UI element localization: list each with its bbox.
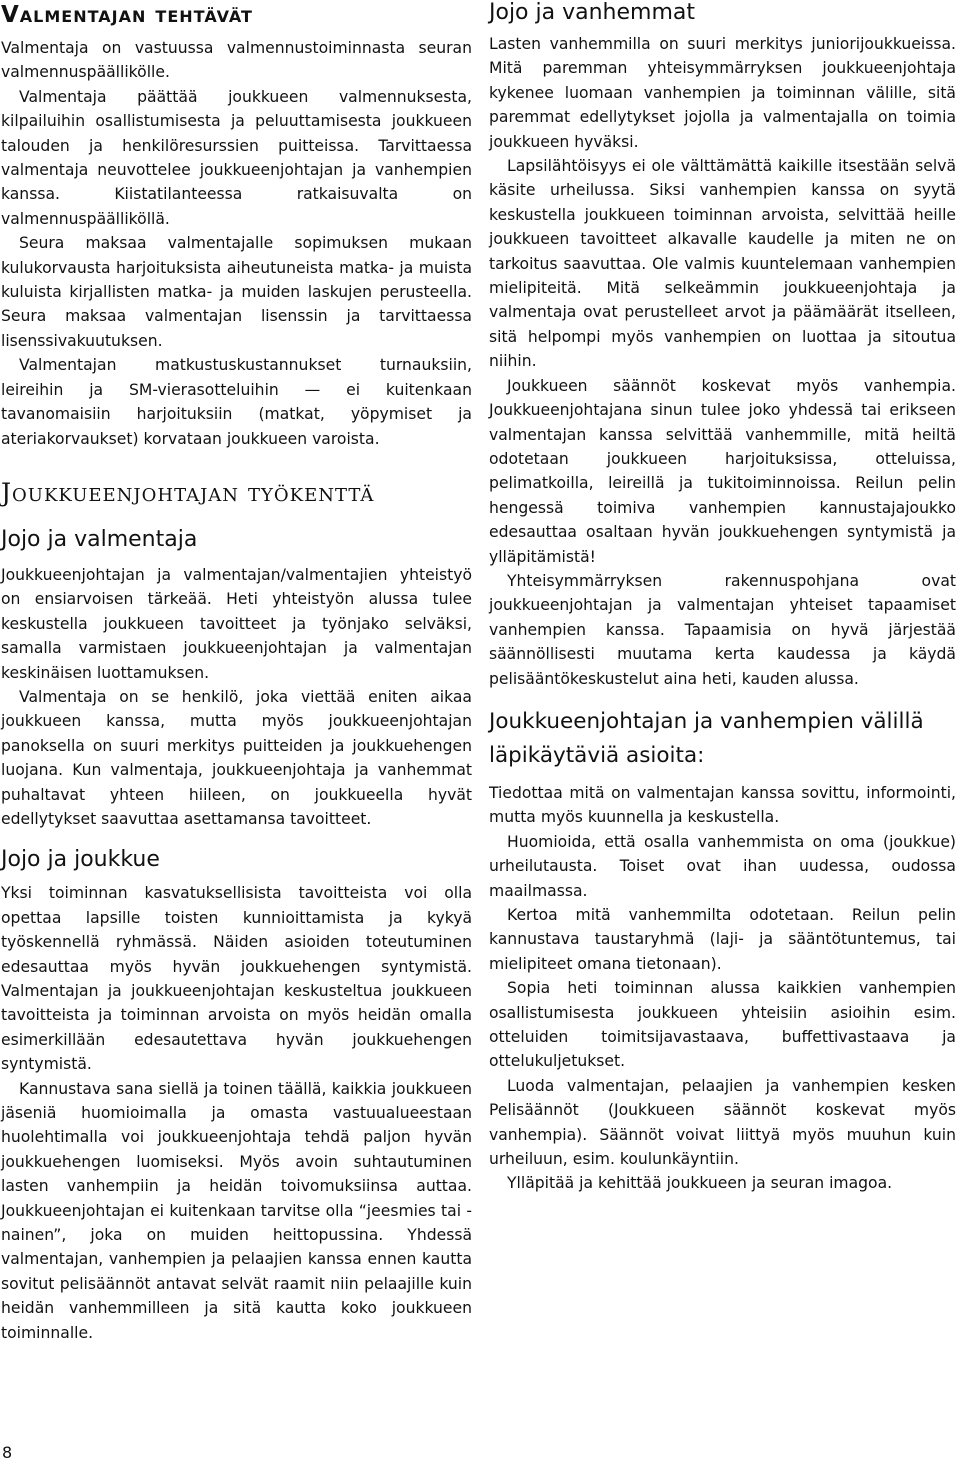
paragraph: Lapsilähtöisyys ei ole välttämättä kaikille itsestään selvä käsite urheilussa. Siksi vanhempien kanssa on syytä keskustella joukkueen toiminnan arvoista, selvittää heille joukkueen tavoitteet alkavalle kaudelle ja miten ne on tarkoitus saavuttaa. Ole valmis kuuntelemaan vanhempien mielipiteitä. Mitä selkeämmin joukkueenjohtaja ja valmentaja ovat perustelleet arvot ja päämäärät itselleen, sitä helpompi myös vanhempien on luottaa ja sitoutua niihin. [489,157,956,371]
paragraph: Yhteisymmärryksen rakennuspohjana ovat joukkueenjohtajan ja valmentajan yhteiset tapaamiset vanhempien kanssa. Tapaamisia on hyvä järjestää säännöllisesti muutama kerta kaudessa ja käydä pelisääntökeskustelut aina heti, kauden alussa. [489,571,956,688]
paragraph: Tiedottaa mitä on valmentajan kanssa sovittu, informointi, mutta myös kuunnella ja keskustella. [489,783,956,827]
paragraph: Valmentaja on vastuussa valmennustoiminnasta seuran valmennuspäällikölle. [1,39,472,82]
paragraph: Joukkueenjohtajan ja valmentajan/valmentajien yhteistyö on ensiarvoisen tärkeää. Heti yhteistyön alussa tulee keskustella joukkueen tavoitteet ja työnjako selväksi, samalla varmistaen joukkueenjohtajan ja valmentajan keskinäisen luottamuksen. [1,565,472,682]
paragraph: Yksi toiminnan kasvatuksellisista tavoitteista voi olla opettaa lapsille toisten kunnioittamista ja kykyä työskennellä ryhmässä. Näiden asioiden toteutuminen edesauttaa myös hyvän joukkuehengen syntymistä. Valmentajan ja joukkueenjohtajan keskusteltua joukkueen tavoitteista ja toiminnan arvoista on myös heidän omalla esimerkillään edesautettava hyvän joukkuehengen syntymistä. [1,884,472,1074]
paragraph: Huomioida, että osalla vanhemmista on oma (joukkue) urheilutausta. Toiset ovat ihan uudessa, oudossa maailmassa. [489,832,956,900]
paragraph: Valmentaja päättää joukkueen valmennuksesta, kilpailuihin osallistumisesta ja peluuttamisesta joukkueen talouden ja henkilöresurssien puitteissa. Tarvittaessa valmentaja neuvottelee joukkueenjohtajan ja vanhempien kanssa. Kiistatilanteessa ratkaisuvalta on valmennuspäälliköllä. [1,87,472,228]
paragraph: Joukkueen säännöt koskevat myös vanhempia. Joukkueenjohtajana sinun tulee joko yhdessä tai erikseen valmentajan kanssa selvittää vanhemmille, mitä heiltä odotetaan joukkueen harjoituksissa, otteluissa, pelimatkoilla, leireillä ja tukitoiminnoissa. Reilun pelin hengessä toimiva vanhempien kannustajajoukko edesauttaa osaltaan hyvän joukkuehengen syntymistä ja ylläpitämistä! [489,376,956,566]
paragraph: Ylläpitää ja kehittää joukkueen ja seuran imagoa. [507,1174,893,1193]
paragraph: Seura maksaa valmentajalle sopimuksen mukaan kulukorvausta harjoituksista aiheutuneista matka- ja muista kuluista kirjallisten matka- ja muiden laskujen perusteella. Seura maksaa valmentajan lisenssin ja tarvittaessa lisenssivakuutuksen. [1,234,472,350]
paragraph: Valmentaja on se henkilö, joka viettää eniten aikaa joukkueen kanssa, mutta myös joukkueenjohtajan panoksella on suuri merkitys puitteiden ja joukkuehengen luojana. Kun valmentaja, joukkueenjohtaja ja vanhemmat puhaltavat yhteen hiileen, on joukkueella hyvät edellytykset saavuttaa asettamansa tavoitteet. [1,687,472,828]
right-column [489,0,956,1196]
paragraph: Kannustava sana siellä ja toinen täällä, kaikkia joukkueen jäseniä huomioimalla ja omasta vastuualueestaan huolehtimalla voi joukkueenjohtaja tehdä paljon hyvän joukkuehengen luomiseksi. Myös avoin suhtautuminen lasten vanhempiin ja heidän toivomuksiinsa auttaa. Joukkueenjohtajan ei kuitenkaan tarvitse olla “jeesmies tai -nainen”, joka on muiden heittopussina. Yhdessä valmentajan, vanhempien ja pelaajien kanssa ennen kautta sovitut pelisäännöt antavat selvät raamit niin pelaajille kuin heidän vanhemmilleen ja sitä kautta koko joukkueen toiminnalle. [1,1079,472,1342]
heading-joukkueenjohtajan-tyokentta: Joukkueenjohtajan työkenttä [1,477,375,507]
paragraph: Valmentajan matkustuskustannukset turnauksiin, leireihin ja SM-vierasotteluihin — ei kuitenkaan tavanomaisiin harjoituksiin (matkat, yöpymiset ja ateriakorvaukset) korvataan joukkueen varoista. [1,356,472,448]
heading-valmentajan-tehtavat: Valmentajan tehtävät [1,2,253,28]
paragraph: Lasten vanhemmilla on suuri merkitys juniorijoukkueissa. Mitä paremman yhteisymmärryksen joukkueenjohtaja kykenee luomaan vanhempien ja toiminnan välille, sitä paremmat edellytykset jojolla ja valmentajalla on toimia joukkueen hyväksi. [489,35,956,151]
heading-jojo-ja-joukkue: Jojo ja joukkue [1,847,160,873]
heading-jojo-ja-vanhemmat: Jojo ja vanhemmat [489,0,695,25]
heading-jojo-ja-valmentaja: Jojo ja valmentaja [1,526,198,552]
heading-lapikaytavia-asioita: Joukkueenjohtajan ja vanhempien välillä läpikäytäviä asioita: [489,708,924,768]
paragraph: Kertoa mitä vanhemmilta odotetaan. Reilun pelin kannustava taustaryhmä (laji- ja sääntötuntemus, tai mielipiteet omana tietonaan). [489,906,956,973]
left-column [0,0,472,1345]
paragraph: Sopia heti toiminnan alussa kaikkien vanhempien osallistumisesta joukkueen yhteisiin asioihin esim. otteluiden toimitsijavastaava, buffettivastaava ja ottelukuljetukset. [489,979,956,1071]
paragraph: Luoda valmentajan, pelaajien ja vanhempien kesken Pelisäännöt (Joukkueen säännöt koskevat myös vanhempia). Säännöt voivat liittyä myös muuhun kuin urheiluun, esim. koulunkäyntiin. [489,1076,956,1169]
page-number: 8 [2,1443,13,1462]
